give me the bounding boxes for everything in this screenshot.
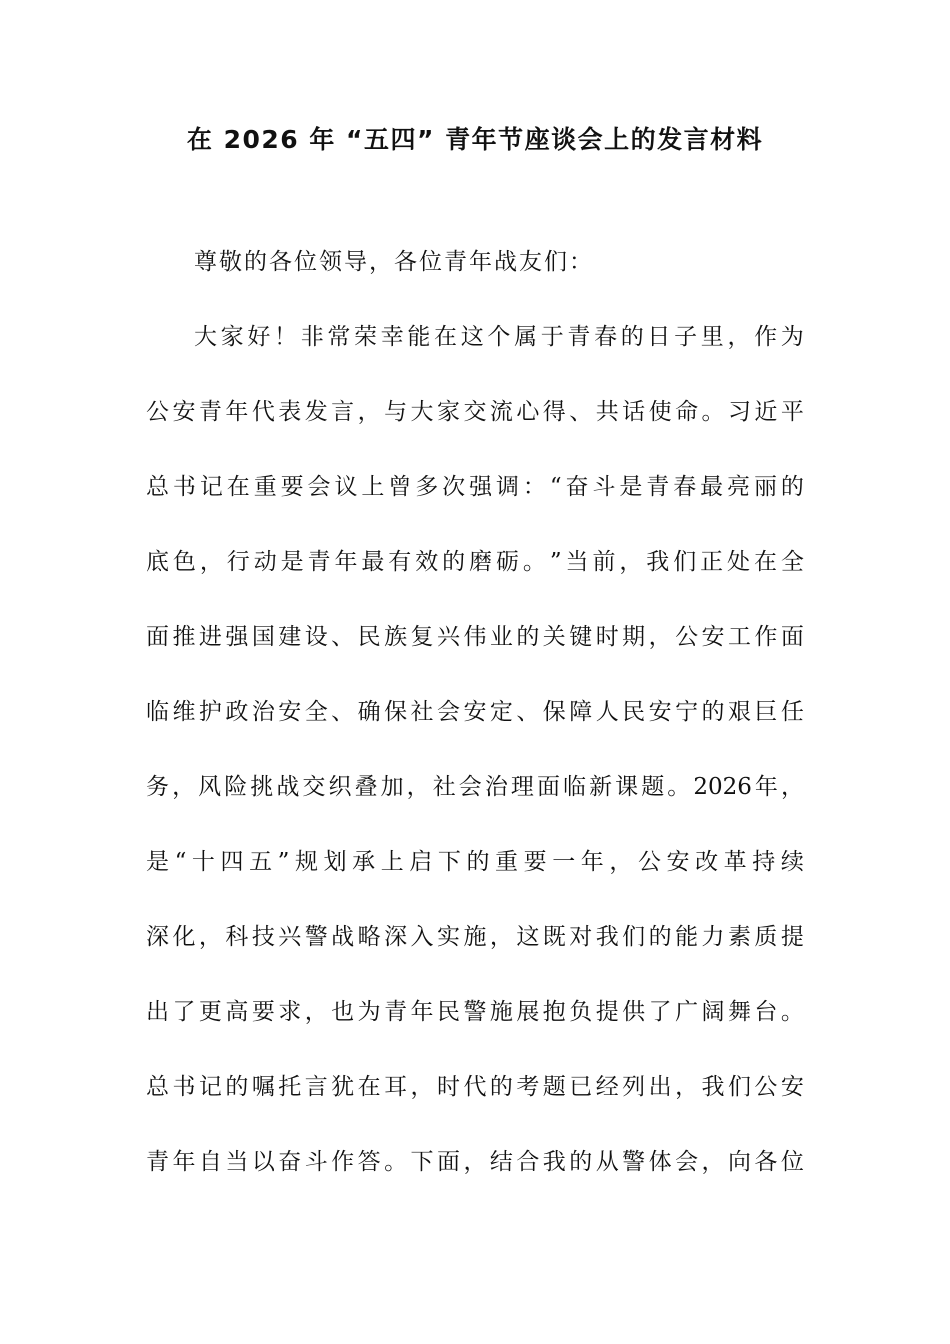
body-line: 底 色 ， 行 动 是 青 年 最 有 效 的 磨 砺 。 ” 当 前 ， 我 们 正 处 在 全 (146, 549, 804, 575)
body-line: 是 “ 十 四 五 ” 规 划 承 上 启 下 的 重 要 一 年 ， 公 安 改 革 持 续 (146, 849, 804, 875)
body-line: 公 安 青 年 代 表 发 言 ， 与 大 家 交 流 心 得 、 共 话 使 命 。 习 近 平 (146, 399, 804, 425)
body-line: 临 维 护 政 治 安 全 、 确 保 社 会 安 定 、 保 障 人 民 安 宁 的 艰 巨 任 (146, 699, 804, 725)
body-line: 面 推 进 强 国 建 设 、 民 族 复 兴 伟 业 的 关 键 时 期 ， 公 安 工 作 面 (146, 624, 804, 650)
body-line: 总 书 记 的 嘱 托 言 犹 在 耳 ， 时 代 的 考 题 已 经 列 出 ， 我 们 公 安 (146, 1074, 804, 1100)
body-line: 出 了 更 高 要 求 ， 也 为 青 年 民 警 施 展 抱 负 提 供 了 广 阔 舞 台 。 (146, 999, 804, 1025)
page-title: 在 2026 年 “五四” 青年节座谈会上的发言材料 (186, 125, 764, 154)
body-line: 务 ， 风 险 挑 战 交 织 叠 加 ， 社 会 治 理 面 临 新 课 题 。 2026 年 ， (146, 774, 804, 800)
body-line: 尊敬的各位领导，各位青年战友们： (194, 249, 594, 275)
body-line: 青 年 自 当 以 奋 斗 作 答 。 下 面 ， 结 合 我 的 从 警 体 会 ， 向 各 位 (146, 1149, 804, 1175)
body-line: 总 书 记 在 重 要 会 议 上 曾 多 次 强 调 ： “ 奋 斗 是 青 春 最 亮 丽 的 (146, 474, 804, 500)
body-line: 深 化 ， 科 技 兴 警 战 略 深 入 实 施 ， 这 既 对 我 们 的 能 力 素 质 提 (146, 924, 804, 950)
body-line: 大 家 好 ！ 非 常 荣 幸 能 在 这 个 属 于 青 春 的 日 子 里 ， 作 为 (194, 324, 804, 350)
